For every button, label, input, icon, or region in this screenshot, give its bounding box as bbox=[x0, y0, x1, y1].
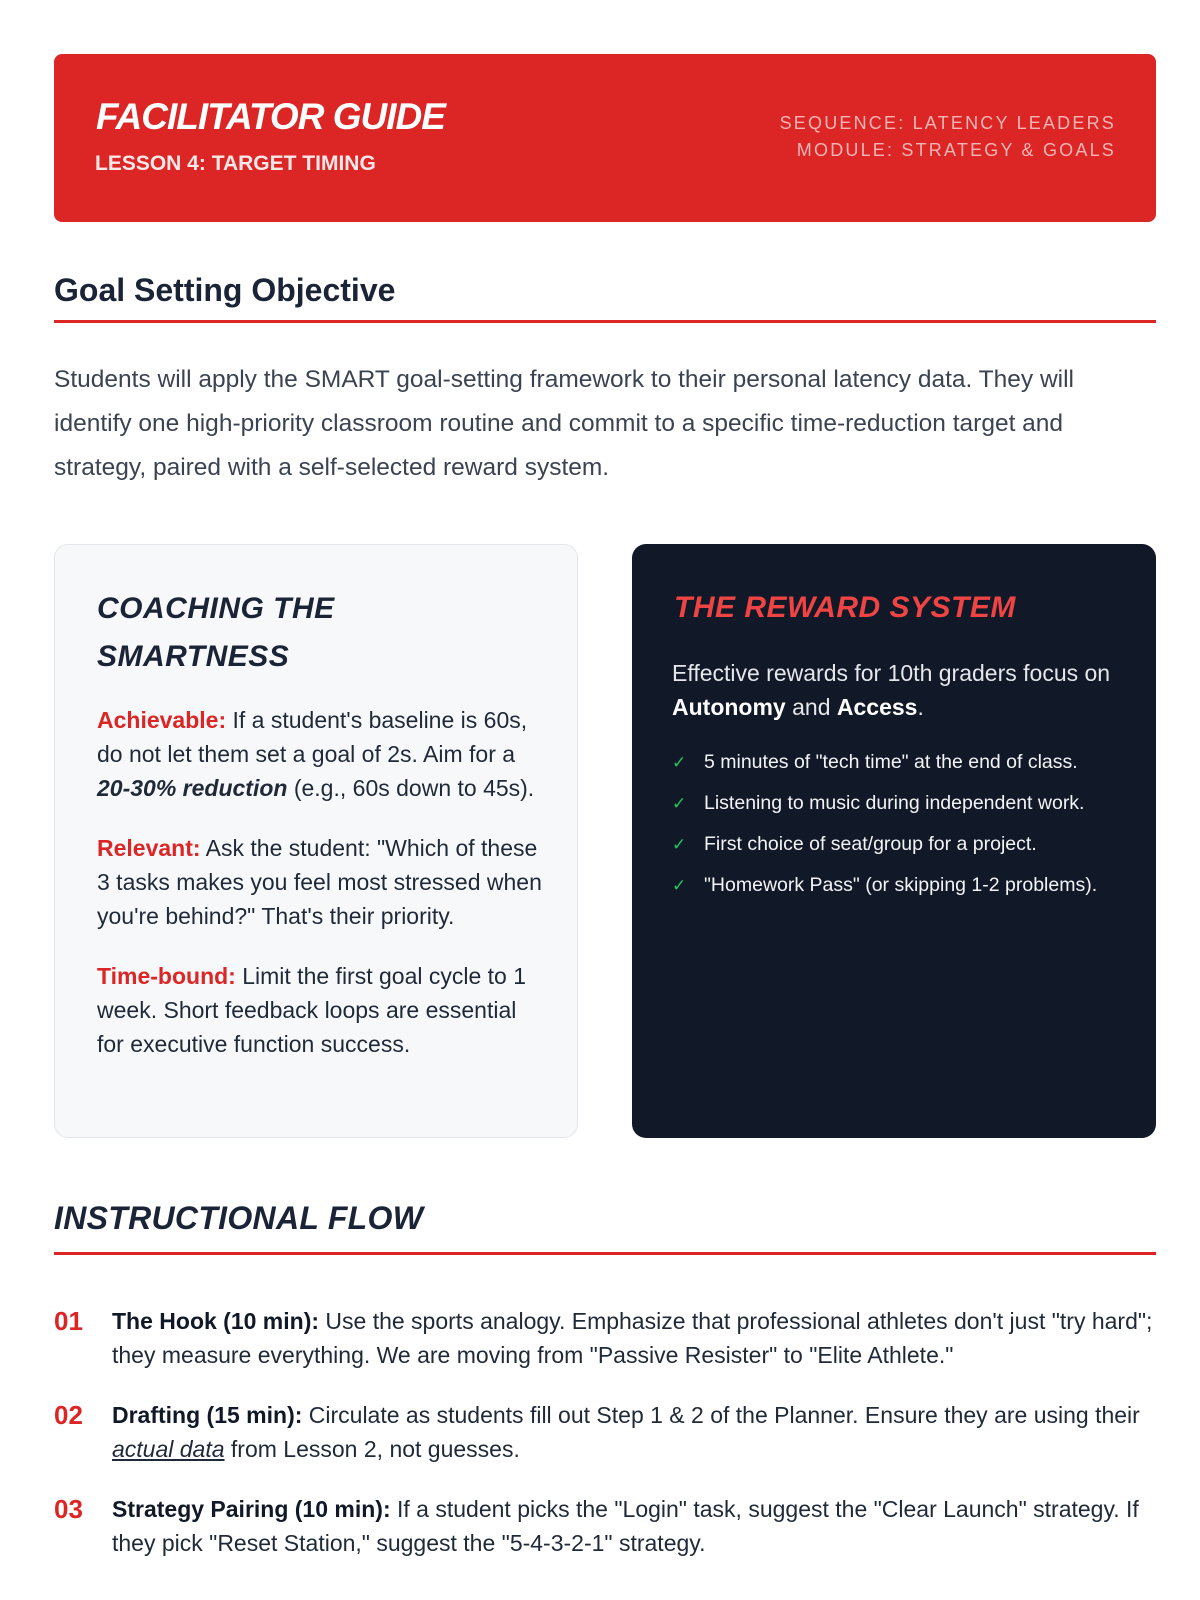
reward-intro-text: Effective rewards for 10th graders focus on bbox=[672, 660, 1111, 686]
step-number: 02 bbox=[54, 1400, 83, 1430]
lesson-subtitle: LESSON 4: TARGET TIMING bbox=[95, 152, 376, 175]
reward-item-text: "Homework Pass" (or skipping 1-2 problems). bbox=[704, 874, 1098, 896]
step-text bbox=[112, 1304, 1156, 1372]
reward-list bbox=[672, 750, 1132, 914]
step-body: Use the sports analogy. Emphasize that professional athletes don't just "try hard"; they measure everything. We are moving from "Passive Resister" to "Elite Athlete." bbox=[112, 1308, 1153, 1368]
step-number: 03 bbox=[54, 1494, 83, 1524]
objective-heading: Goal Setting Objective bbox=[54, 272, 396, 308]
step-label: The Hook (10 min): bbox=[112, 1308, 320, 1334]
reward-item-text: Listening to music during independent work. bbox=[704, 792, 1085, 814]
coaching-emphasis: 20-30% reduction bbox=[97, 775, 288, 801]
step-body: Circulate as students fill out Step 1 & 2 of the Planner. Ensure they are using their bbox=[308, 1402, 1140, 1428]
header-meta bbox=[780, 110, 1116, 164]
guide-title: FACILITATOR GUIDE bbox=[96, 96, 445, 137]
header-banner bbox=[54, 54, 1156, 222]
coaching-card bbox=[54, 544, 578, 1138]
step-number: 01 bbox=[54, 1306, 83, 1336]
step-text bbox=[112, 1492, 1156, 1560]
step-label: Strategy Pairing (10 min): bbox=[112, 1496, 391, 1522]
objective-text: Students will apply the SMART goal-setting framework to their personal latency data. They will identify one high-priority classroom routine and commit to a specific time-reduction target and strategy, paired with a self-selected reward system. bbox=[54, 366, 1074, 481]
flow-step bbox=[54, 1398, 1156, 1466]
module-label: MODULE: STRATEGY & GOALS bbox=[796, 140, 1116, 160]
step-label: Drafting (15 min): bbox=[112, 1402, 303, 1428]
step-text bbox=[112, 1398, 1156, 1466]
reward-intro bbox=[672, 656, 1112, 724]
coaching-text: If a student's baseline is 60s, do not let them set a goal of 2s. Aim for a bbox=[97, 707, 528, 767]
list-item bbox=[672, 791, 1132, 816]
check-icon: ✓ bbox=[672, 876, 687, 895]
step-emphasis: actual data bbox=[112, 1436, 225, 1462]
flow-divider bbox=[54, 1252, 1156, 1255]
reward-card bbox=[632, 544, 1156, 1138]
check-icon: ✓ bbox=[672, 794, 687, 813]
coaching-label: Time-bound: bbox=[97, 963, 236, 989]
objective-divider bbox=[54, 320, 1156, 323]
reward-autonomy: Autonomy bbox=[672, 694, 786, 720]
step-body: If a student picks the "Login" task, suggest the "Clear Launch" strategy. If they pick "Reset Station," suggest the "5-4-3-2-1" strategy. bbox=[112, 1496, 1139, 1556]
reward-access: Access bbox=[836, 694, 918, 720]
reward-heading: THE REWARD SYSTEM bbox=[674, 591, 1016, 624]
step-body: from Lesson 2, not guesses. bbox=[230, 1436, 520, 1462]
check-icon: ✓ bbox=[672, 835, 687, 854]
list-item bbox=[672, 832, 1132, 857]
reward-intro-end: . bbox=[917, 694, 924, 720]
coaching-item-relevant bbox=[97, 831, 547, 933]
flow-step bbox=[54, 1492, 1156, 1560]
reward-intro-and: and bbox=[792, 694, 831, 720]
coaching-label: Achievable: bbox=[97, 707, 227, 733]
coaching-text: Limit the first goal cycle to 1 week. Short feedback loops are essential for executive function success. bbox=[97, 963, 527, 1057]
flow-step bbox=[54, 1304, 1156, 1372]
reward-item-text: 5 minutes of "tech time" at the end of class. bbox=[704, 751, 1078, 773]
flow-heading: INSTRUCTIONAL FLOW bbox=[54, 1200, 424, 1236]
flow-list bbox=[54, 1304, 1156, 1586]
coaching-item-timebound bbox=[97, 959, 547, 1061]
sequence-label: SEQUENCE: LATENCY LEADERS bbox=[779, 113, 1116, 133]
coaching-item-achievable bbox=[97, 703, 547, 805]
coaching-text: (e.g., 60s down to 45s). bbox=[293, 775, 535, 801]
coaching-list bbox=[97, 703, 547, 1087]
list-item bbox=[672, 873, 1132, 898]
coaching-text: Ask the student: "Which of these 3 tasks makes you feel most stressed when you're behind?" That's their priority. bbox=[97, 835, 542, 929]
check-icon: ✓ bbox=[672, 753, 687, 772]
list-item bbox=[672, 750, 1132, 775]
reward-item-text: First choice of seat/group for a project. bbox=[704, 833, 1037, 855]
coaching-heading: COACHING THE SMARTNESS bbox=[97, 592, 335, 673]
coaching-label: Relevant: bbox=[97, 835, 201, 861]
